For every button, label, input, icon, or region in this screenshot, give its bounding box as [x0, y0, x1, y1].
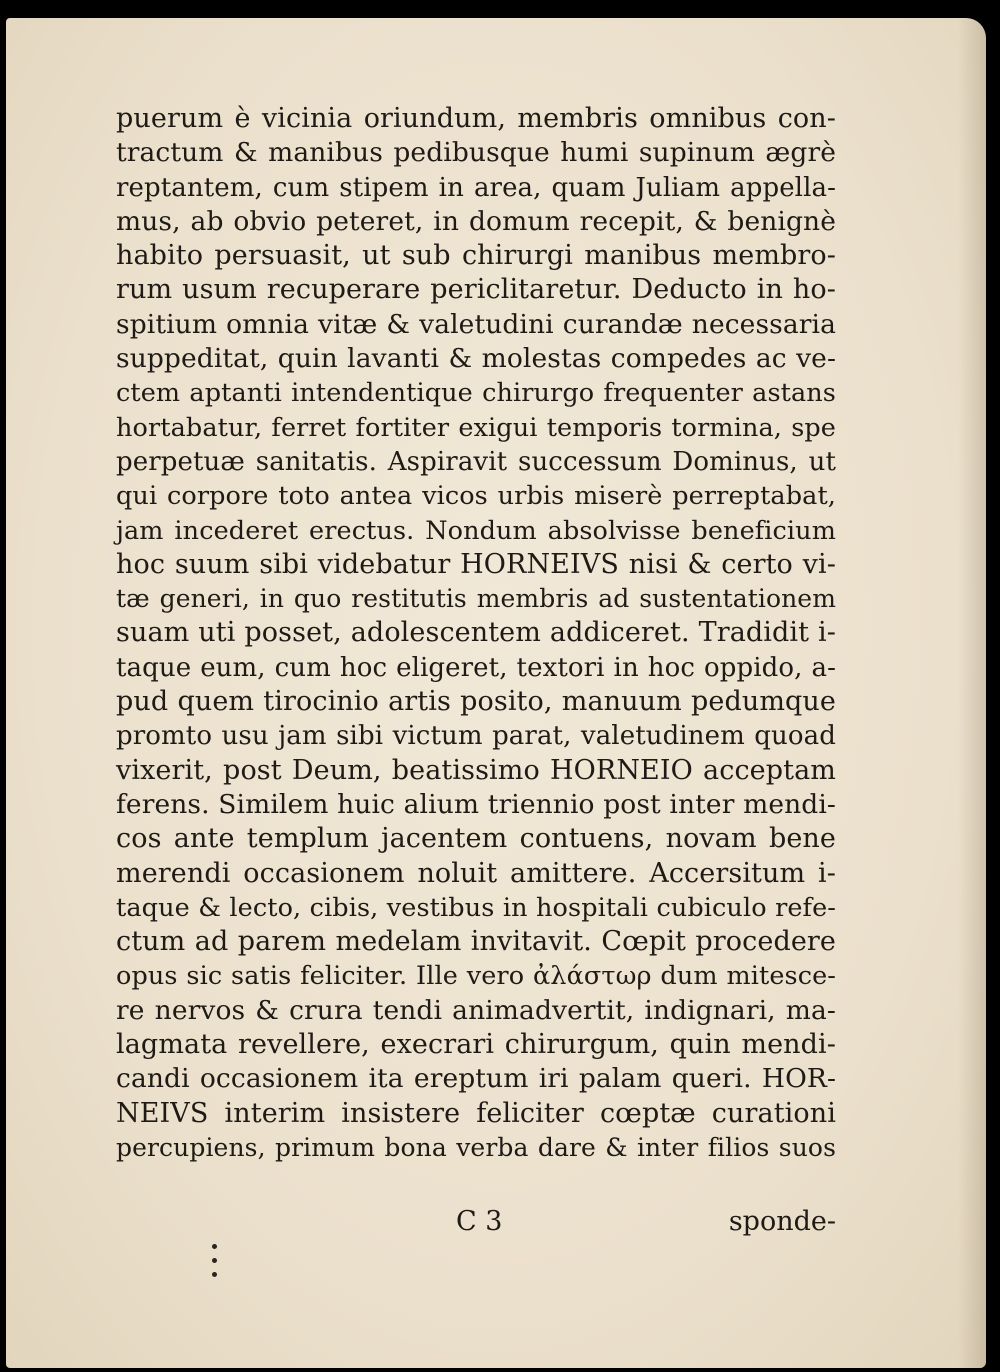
body-text: [116, 102, 836, 1165]
text-line: hortabatur, ferret fortiter exigui temporis tormina, spe: [116, 412, 836, 443]
text-line: lagmata revellere, execrari chirurgum, quin mendi-: [116, 1029, 836, 1061]
ink-dot: [212, 1244, 217, 1249]
text-line: pud quem tirocinio artis posito, manuum pedumque: [116, 686, 836, 718]
text-line: suam uti posset, adolescentem addiceret. Tradidit i-: [116, 617, 836, 649]
text-line: puerum è vicinia oriundum, membris omnibus con-: [116, 103, 836, 134]
book-page: [6, 18, 986, 1368]
text-line: promto usu jam sibi victum parat, valetudinem quoad: [116, 721, 836, 752]
text-line: ctem aptanti intendentique chirurgo frequenter astans: [116, 378, 836, 409]
text-line: ctum ad parem medelam invitavit. Cœpit procedere: [116, 926, 836, 958]
text-line: taque & lecto, cibis, vestibus in hospitali cubiculo refe-: [116, 892, 836, 923]
margin-dots: [212, 1244, 218, 1286]
text-line: re nervos & crura tendi animadvertit, indignari, ma-: [116, 994, 836, 1026]
ink-dot: [212, 1272, 217, 1277]
text-line: habito persuasit, ut sub chirurgi manibus membro-: [116, 240, 836, 272]
page-footer: [116, 1206, 836, 1246]
text-line: tractum & manibus pedibusque humi supinum ægrè: [116, 137, 836, 169]
text-line: mus, ab obvio peteret, in domum recepit, & benignè: [116, 205, 836, 237]
text-line: ferens. Similem huic alium triennio post inter mendi-: [116, 788, 836, 820]
text-line: cos ante templum jacentem contuens, novam bene: [116, 823, 836, 855]
text-line: NEIVS interim insistere feliciter cœptæ curationi: [116, 1097, 836, 1129]
catchword: sponde-: [728, 1206, 836, 1237]
text-line: hoc suum sibi videbatur HORNEIVS nisi & certo vi-: [116, 548, 836, 580]
text-line: candi occasionem ita ereptum iri palam queri. HOR-: [116, 1063, 836, 1095]
page-edge-shadow: [958, 18, 986, 1368]
ink-dot: [212, 1258, 217, 1263]
text-line: percupiens, primum bona verba dare & inter filios suos: [116, 1132, 836, 1162]
text-line: merendi occasionem noluit amittere. Accersitum i-: [116, 857, 836, 889]
text-line: taque eum, cum hoc eligeret, textori in hoc oppido, a-: [116, 652, 836, 683]
text-line: vixerit, post Deum, beatissimo HORNEIO acceptam: [116, 754, 836, 786]
text-line: qui corpore toto antea vicos urbis miserè perreptabat,: [116, 481, 836, 512]
text-line: suppeditat, quin lavanti & molestas compedes ac ve-: [116, 343, 836, 375]
text-line: tæ generi, in quo restitutis membris ad sustentationem: [116, 584, 836, 614]
text-line: spitium omnia vitæ & valetudini curandæ necessaria: [116, 308, 836, 340]
text-line: perpetuæ sanitatis. Aspiravit successum Dominus, ut: [116, 446, 836, 477]
text-line: opus sic satis feliciter. Ille vero ἀλάστωρ dum mitesce-: [116, 961, 836, 992]
text-line: rum usum recuperare periclitaretur. Deducto in ho-: [116, 274, 836, 306]
text-line: reptantem, cum stipem in area, quam Juliam appella-: [116, 172, 836, 203]
signature-mark: C 3: [456, 1206, 503, 1237]
text-line: jam incederet erectus. Nondum absolvisse beneficium: [116, 515, 836, 546]
